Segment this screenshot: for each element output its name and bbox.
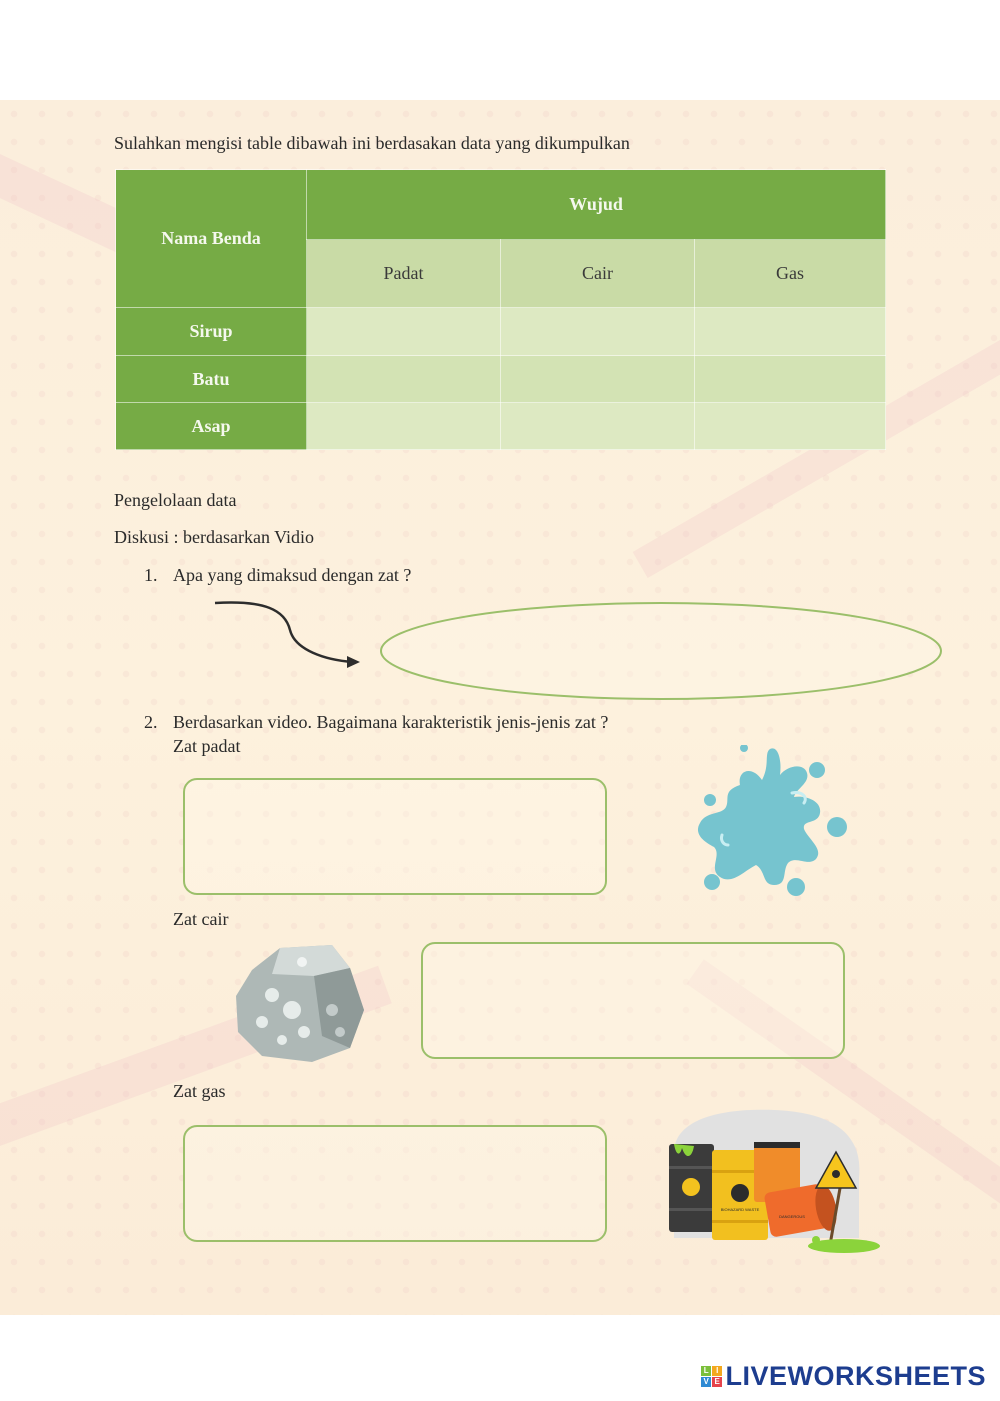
cell-batu-gas[interactable]: [695, 356, 886, 403]
section-title: Pengelolaan data: [114, 490, 237, 510]
toxic-barrels-icon: [664, 1108, 882, 1258]
table-header-wujud: Wujud: [307, 170, 886, 240]
table-row: [116, 356, 886, 403]
liveworksheets-logo: [701, 1361, 986, 1392]
matter-state-table: [115, 169, 886, 450]
table-row: [116, 403, 886, 450]
answer-box-solid[interactable]: [183, 778, 607, 895]
dangerous-barrel-label: DANGEROUS: [779, 1214, 805, 1219]
question-1-number: 1.: [144, 565, 158, 585]
biohazard-barrel-label: BIOHAZARD WASTE: [720, 1207, 760, 1212]
answer-ellipse-q1[interactable]: [378, 600, 944, 704]
rock-icon: [232, 940, 367, 1065]
water-splash-icon: [692, 745, 854, 905]
table-header-name: Nama Benda: [116, 170, 307, 308]
instruction-text: Sulahkan mengisi table dibawah ini berdasakan data yang dikumpulkan: [114, 133, 630, 153]
cell-asap-gas[interactable]: [695, 403, 886, 450]
column-header-gas: Gas: [695, 240, 886, 308]
label-zat-gas: Zat gas: [173, 1081, 226, 1101]
row-label-sirup: Sirup: [116, 308, 307, 356]
label-zat-cair: Zat cair: [173, 909, 229, 929]
question-2-number: 2.: [144, 712, 158, 732]
brand-name: LIVEWORKSHEETS: [725, 1361, 986, 1391]
answer-box-liquid[interactable]: [421, 942, 845, 1059]
cell-sirup-cair[interactable]: [501, 308, 695, 356]
cell-sirup-padat[interactable]: [307, 308, 501, 356]
liveworksheets-mark-icon: L I V E: [701, 1366, 722, 1387]
discussion-label: Diskusi : berdasarkan Vidio: [114, 527, 315, 547]
answer-box-gas[interactable]: [183, 1125, 607, 1242]
question-2-text: Berdasarkan video. Bagaimana karakteristik jenis-jenis zat ?: [173, 712, 609, 732]
row-label-asap: Asap: [116, 403, 307, 450]
column-header-cair: Cair: [501, 240, 695, 308]
label-zat-padat: Zat padat: [173, 736, 241, 756]
cell-batu-cair[interactable]: [501, 356, 695, 403]
cell-batu-padat[interactable]: [307, 356, 501, 403]
cell-asap-padat[interactable]: [307, 403, 501, 450]
table-row: [116, 308, 886, 356]
cell-asap-cair[interactable]: [501, 403, 695, 450]
row-label-batu: Batu: [116, 356, 307, 403]
worksheet-page: [0, 100, 1000, 1315]
curved-arrow-icon: [205, 595, 375, 670]
cell-sirup-gas[interactable]: [695, 308, 886, 356]
question-1-text: Apa yang dimaksud dengan zat ?: [173, 565, 412, 585]
column-header-padat: Padat: [307, 240, 501, 308]
